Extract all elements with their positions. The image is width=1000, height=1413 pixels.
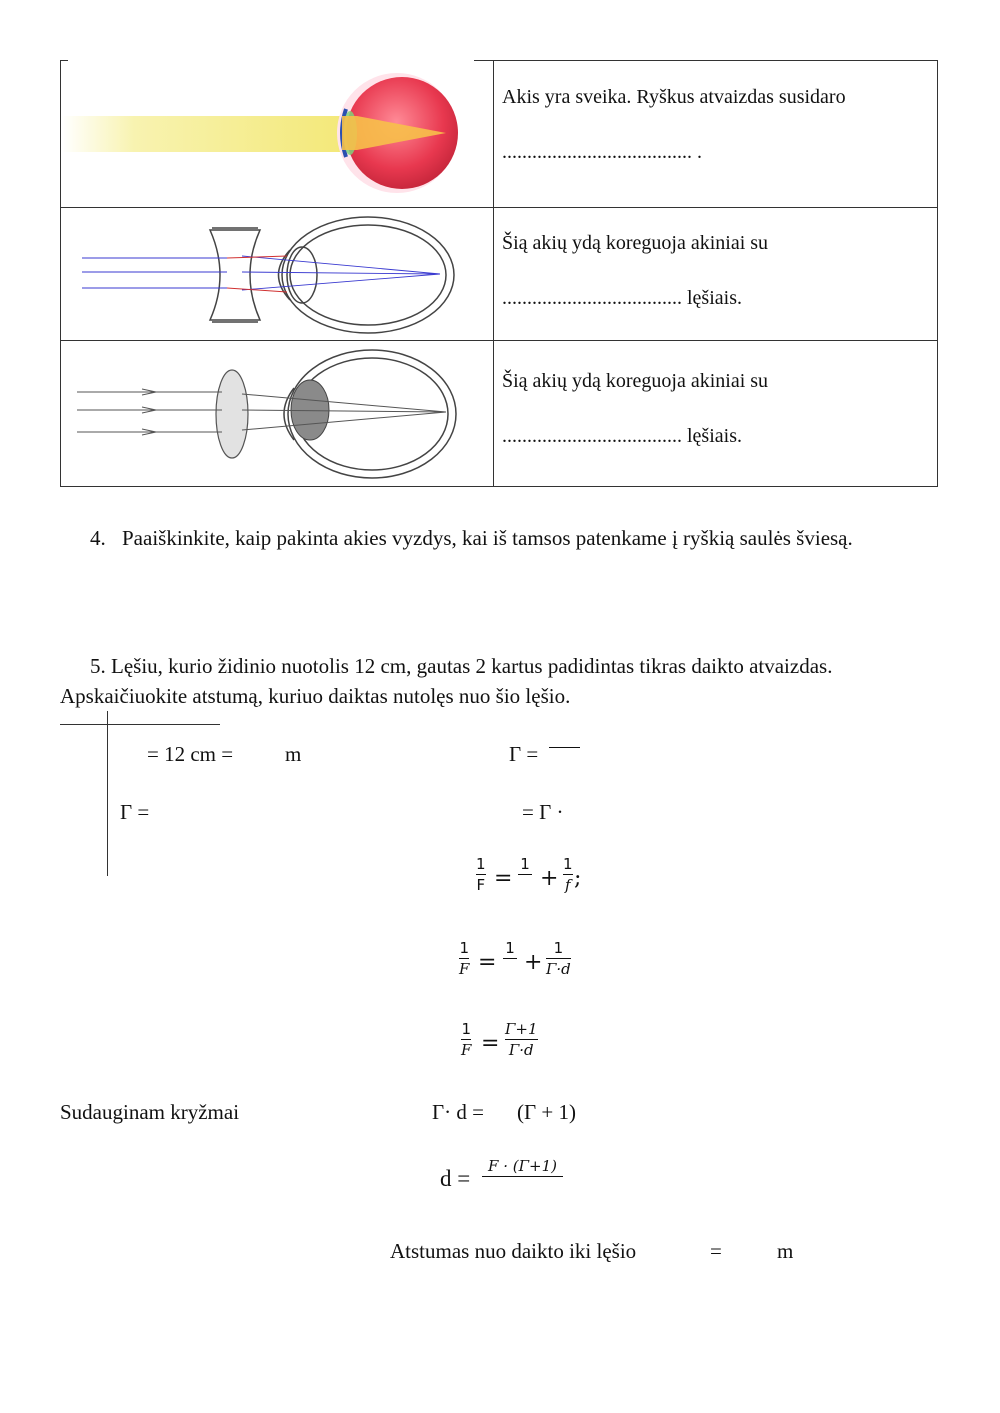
- cross-multiply-left: Γ· d =: [432, 1100, 484, 1124]
- convex-lens: [216, 370, 248, 458]
- table-border-top: [474, 60, 938, 61]
- given-focal-unit: m: [285, 742, 302, 766]
- frac-1-over-F: [459, 940, 469, 977]
- ray: [242, 412, 446, 430]
- frac-1-over-blank: [503, 940, 517, 977]
- row1-text-line1: Akis yra sveika. Ryškus atvaizdas susidaro: [502, 86, 846, 108]
- ray: [242, 274, 440, 290]
- given-focal-length: = 12 cm =: [147, 742, 234, 766]
- numerator: 1: [461, 1020, 471, 1038]
- numerator: 1: [459, 939, 469, 957]
- numerator: 1: [476, 855, 486, 873]
- cornea-outline: [279, 250, 291, 300]
- ray: [242, 394, 446, 412]
- table-border-left: [60, 60, 61, 487]
- answer-label: Atstumas nuo daikto iki lęšio: [390, 1239, 637, 1263]
- given-separator: [107, 711, 108, 876]
- given-magnification: Γ =: [120, 800, 150, 824]
- table-row-divider: [60, 207, 938, 208]
- row3-answer-blank[interactable]: .................................... lęšiais.: [502, 425, 742, 447]
- cross-multiply-label: Sudauginam kryžmai: [60, 1100, 240, 1124]
- concave-lens: [210, 230, 260, 320]
- denominator: F: [459, 960, 470, 978]
- numerator: Γ+1: [505, 1020, 538, 1038]
- frac-gamma-plus-1-over-gamma-d: [505, 1021, 538, 1058]
- ray: [242, 256, 440, 274]
- equals-sign: =: [478, 950, 497, 975]
- healthy-eye-illustration: [62, 62, 482, 206]
- numerator: 1: [553, 939, 564, 957]
- cross-multiply-right: (Γ + 1): [517, 1100, 576, 1124]
- eye-lens: [291, 380, 329, 440]
- plus-sign: +: [540, 866, 559, 891]
- plus-sign: +: [524, 950, 543, 975]
- myopia-correction-illustration: [62, 210, 482, 340]
- given-underline: [60, 724, 220, 725]
- table-border-top-left: [60, 60, 68, 61]
- denominator: Γ·d: [508, 1041, 534, 1059]
- frac-d-result: [482, 1158, 563, 1195]
- table-column-divider: [493, 60, 494, 487]
- image-distance-formula: = Γ ·: [522, 800, 564, 824]
- ray: [242, 410, 446, 412]
- numerator: 1: [505, 939, 515, 957]
- question4-number: 4.: [90, 526, 106, 550]
- question5-line2: Apskaičiuokite atstumą, kuriuo daiktas nutolęs nuo šio lęšio.: [60, 684, 571, 708]
- light-beam: [62, 116, 352, 152]
- d-equals: d =: [440, 1166, 471, 1191]
- row2-answer-blank[interactable]: .................................... lęšiais.: [502, 287, 742, 309]
- frac-1-over-gamma-d: [546, 940, 571, 977]
- question4-text: Paaiškinkite, kaip pakinta akies vyzdys, kai iš tamsos patenkame į ryškią saulės šviesą.: [122, 526, 853, 550]
- denominator: f: [564, 876, 571, 894]
- row1-answer-blank[interactable]: ...................................... .: [502, 141, 702, 163]
- row2-text-line1: Šią akių ydą koreguoja akiniai su: [502, 232, 769, 254]
- hyperopia-correction-illustration: [62, 344, 482, 484]
- gamma-formula: Γ =: [509, 742, 539, 766]
- numerator: F · (Γ+1): [488, 1157, 557, 1175]
- semicolon: ;: [574, 866, 582, 891]
- equals-sign: =: [481, 1031, 500, 1056]
- numerator: 1: [563, 855, 573, 873]
- eye-lens-outline: [287, 247, 317, 303]
- denominator: Γ·d: [546, 960, 571, 978]
- answer-unit: m: [777, 1239, 794, 1263]
- table-border-bottom: [60, 486, 938, 487]
- denominator: F: [461, 1041, 472, 1059]
- row3-text-line1: Šią akių ydą koreguoja akiniai su: [502, 370, 769, 392]
- frac-1-over-F: [461, 1021, 471, 1058]
- frac-1-over-F: [476, 856, 486, 893]
- fraction-bar: [549, 747, 580, 748]
- table-row-divider: [60, 340, 938, 341]
- equals-sign: =: [494, 866, 513, 891]
- numerator: 1: [520, 855, 530, 873]
- table-border-right: [937, 60, 938, 487]
- answer-equals: =: [710, 1239, 722, 1263]
- denominator: F: [476, 876, 486, 894]
- question5-line1: 5. Lęšiu, kurio židinio nuotolis 12 cm, gautas 2 kartus padidintas tikras daikto atvaizdas.: [90, 654, 833, 678]
- frac-1-over-blank: [518, 856, 532, 893]
- ray: [242, 272, 440, 274]
- frac-1-over-f: [563, 856, 573, 893]
